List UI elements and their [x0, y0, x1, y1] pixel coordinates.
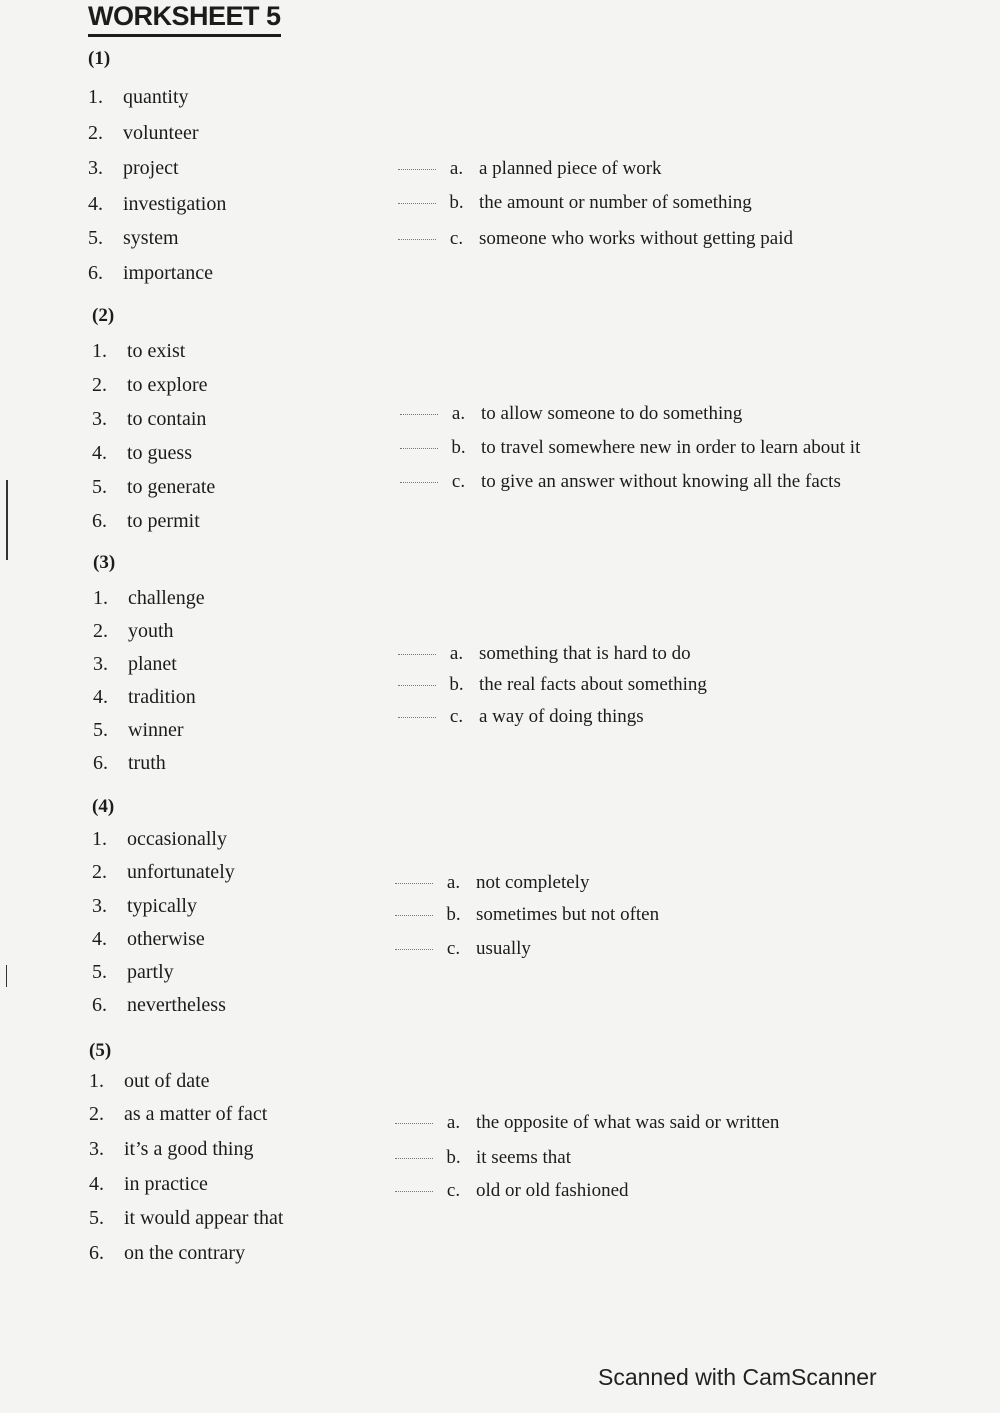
vocab-number: 3. [92, 895, 107, 917]
definition-letter: b. [449, 192, 464, 213]
definition-item [398, 706, 644, 728]
vocab-item [88, 157, 179, 180]
definition-item [398, 158, 662, 180]
definition-letter: a. [449, 643, 464, 664]
scan-edge-mark [6, 965, 7, 987]
answer-blank[interactable] [395, 1191, 433, 1192]
definition-text: to allow someone to do something [481, 403, 743, 424]
vocab-item [93, 620, 174, 643]
vocab-item [92, 510, 200, 533]
vocab-word: system [123, 227, 179, 249]
definition-item [398, 674, 707, 696]
vocab-word: otherwise [127, 928, 205, 950]
vocab-word: to contain [127, 408, 207, 430]
vocab-word: in practice [124, 1173, 208, 1195]
vocab-word: youth [128, 620, 174, 642]
definition-letter: c. [446, 1180, 461, 1201]
definition-item [398, 228, 793, 250]
definition-item [395, 1112, 779, 1134]
vocab-item [88, 262, 213, 285]
scanner-watermark: Scanned with CamScanner [598, 1364, 877, 1390]
vocab-word: to explore [127, 374, 208, 396]
vocab-number: 3. [89, 1138, 104, 1160]
definition-text: someone who works without getting paid [479, 228, 793, 249]
definition-text: the real facts about something [479, 674, 707, 695]
definition-letter: c. [451, 471, 466, 492]
definition-letter: b. [449, 674, 464, 695]
vocab-number: 3. [92, 408, 107, 430]
vocab-item [93, 587, 205, 610]
vocab-item [92, 374, 208, 397]
vocab-item [92, 476, 215, 499]
definition-text: to give an answer without knowing all the facts [481, 471, 841, 492]
vocab-word: project [123, 157, 179, 179]
section-label: (3) [93, 552, 116, 573]
definition-item [395, 1180, 629, 1202]
vocab-number: 1. [92, 828, 107, 850]
definition-letter: a. [449, 158, 464, 179]
vocab-item [88, 193, 226, 216]
definition-text: sometimes but not often [476, 904, 660, 925]
vocab-word: quantity [123, 86, 189, 108]
definition-text: a way of doing things [479, 706, 644, 727]
definition-letter: b. [446, 904, 461, 925]
vocab-item [89, 1103, 267, 1126]
definition-item [400, 437, 860, 459]
vocab-word: investigation [123, 193, 227, 215]
vocab-item [89, 1070, 210, 1093]
definition-text: old or old fashioned [476, 1180, 629, 1201]
vocab-item [92, 861, 235, 884]
definition-letter: c. [449, 228, 464, 249]
answer-blank[interactable] [400, 482, 438, 483]
definition-text: a planned piece of work [479, 158, 662, 179]
vocab-number: 5. [92, 961, 107, 983]
vocab-word: to guess [127, 442, 192, 464]
definition-text: it seems that [476, 1147, 571, 1168]
definition-text: not completely [476, 872, 590, 893]
section-label: (4) [92, 796, 115, 817]
vocab-item [89, 1173, 208, 1196]
vocab-word: it would appear that [124, 1207, 284, 1229]
vocab-item [93, 686, 196, 709]
vocab-word: volunteer [123, 122, 199, 144]
vocab-word: nevertheless [127, 994, 226, 1016]
vocab-number: 5. [89, 1207, 104, 1229]
vocab-number: 4. [92, 442, 107, 464]
vocab-number: 2. [88, 122, 103, 144]
definition-letter: c. [449, 706, 464, 727]
answer-blank[interactable] [395, 1158, 433, 1159]
answer-blank[interactable] [395, 915, 433, 916]
definition-item [398, 192, 752, 214]
vocab-word: to permit [127, 510, 200, 532]
vocab-item [88, 86, 189, 109]
vocab-word: truth [128, 752, 166, 774]
vocab-word: to exist [127, 340, 186, 362]
vocab-number: 6. [92, 510, 107, 532]
vocab-number: 6. [88, 262, 103, 284]
vocab-item [92, 994, 226, 1017]
vocab-number: 5. [88, 227, 103, 249]
definition-letter: b. [446, 1147, 461, 1168]
vocab-item [92, 442, 192, 465]
vocab-number: 4. [93, 686, 108, 708]
vocab-word: challenge [128, 587, 205, 609]
vocab-word: winner [128, 719, 184, 741]
vocab-item [88, 227, 179, 250]
vocab-word: planet [128, 653, 177, 675]
worksheet-title: WORKSHEET 5 [88, 0, 281, 37]
answer-blank[interactable] [400, 448, 438, 449]
definition-text: the opposite of what was said or written [476, 1112, 780, 1133]
vocab-number: 4. [89, 1173, 104, 1195]
vocab-number: 5. [92, 476, 107, 498]
definition-item [400, 471, 841, 493]
definition-letter: b. [451, 437, 466, 458]
vocab-number: 5. [93, 719, 108, 741]
vocab-word: to generate [127, 476, 216, 498]
vocab-number: 3. [93, 653, 108, 675]
vocab-item [93, 752, 166, 775]
vocab-item [89, 1138, 253, 1161]
definition-item [398, 643, 691, 665]
vocab-item [92, 408, 206, 431]
vocab-number: 2. [92, 374, 107, 396]
answer-blank[interactable] [398, 685, 436, 686]
scan-edge-mark [6, 480, 8, 560]
vocab-item [92, 928, 205, 951]
vocab-item [89, 1242, 245, 1265]
definition-item [395, 872, 589, 894]
vocab-word: as a matter of fact [124, 1103, 268, 1125]
definition-letter: a. [446, 1112, 461, 1133]
vocab-item [92, 340, 185, 363]
vocab-word: tradition [128, 686, 196, 708]
vocab-number: 6. [93, 752, 108, 774]
vocab-number: 1. [92, 340, 107, 362]
answer-blank[interactable] [400, 414, 438, 415]
vocab-number: 2. [93, 620, 108, 642]
vocab-word: occasionally [127, 828, 227, 850]
vocab-word: on the contrary [124, 1242, 246, 1264]
vocab-item [92, 961, 174, 984]
section-label: (1) [88, 48, 111, 69]
vocab-number: 3. [88, 157, 103, 179]
section-label: (2) [92, 305, 115, 326]
answer-blank[interactable] [398, 239, 436, 240]
vocab-item [92, 828, 227, 851]
definition-text: something that is hard to do [479, 643, 691, 664]
answer-blank[interactable] [398, 654, 436, 655]
vocab-number: 6. [92, 994, 107, 1016]
section-label: (5) [89, 1040, 112, 1061]
vocab-word: partly [127, 961, 174, 983]
vocab-number: 4. [88, 193, 103, 215]
vocab-word: typically [127, 895, 197, 917]
vocab-word: importance [123, 262, 213, 284]
vocab-number: 1. [93, 587, 108, 609]
definition-letter: a. [451, 403, 466, 424]
vocab-number: 1. [89, 1070, 104, 1092]
definition-item [395, 938, 531, 960]
definition-item [395, 904, 659, 926]
definition-text: usually [476, 938, 531, 959]
definition-item [400, 403, 742, 425]
vocab-item [92, 895, 197, 918]
answer-blank[interactable] [395, 1123, 433, 1124]
answer-blank[interactable] [395, 883, 433, 884]
definition-letter: c. [446, 938, 461, 959]
definition-item [395, 1147, 571, 1169]
vocab-number: 4. [92, 928, 107, 950]
answer-blank[interactable] [395, 949, 433, 950]
vocab-item [89, 1207, 283, 1230]
vocab-number: 2. [92, 861, 107, 883]
definition-letter: a. [446, 872, 461, 893]
answer-blank[interactable] [398, 717, 436, 718]
vocab-item [88, 122, 199, 145]
definition-text: the amount or number of something [479, 192, 752, 213]
vocab-item [93, 653, 177, 676]
vocab-number: 2. [89, 1103, 104, 1125]
vocab-word: out of date [124, 1070, 210, 1092]
answer-blank[interactable] [398, 169, 436, 170]
vocab-number: 1. [88, 86, 103, 108]
vocab-word: it’s a good thing [124, 1138, 254, 1160]
vocab-number: 6. [89, 1242, 104, 1264]
vocab-word: unfortunately [127, 861, 235, 883]
answer-blank[interactable] [398, 203, 436, 204]
vocab-item [93, 719, 184, 742]
definition-text: to travel somewhere new in order to learn about it [481, 437, 861, 458]
